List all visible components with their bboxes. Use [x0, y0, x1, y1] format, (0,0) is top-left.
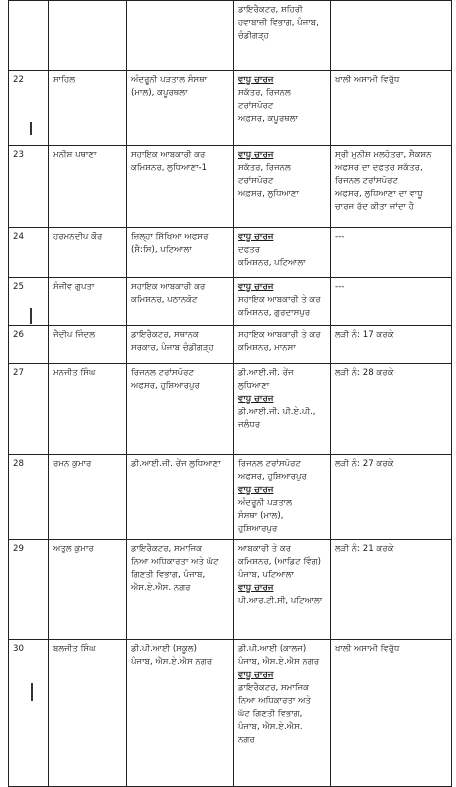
officer-name: ਮਨਜੀਤ ਸਿੰਘ [53, 368, 96, 378]
serial-number: 26 [13, 330, 24, 340]
table-row [9, 228, 452, 278]
officer-name: ਜੈਦੀਪ ਜਿੰਦਲ [53, 330, 96, 340]
current-post-line: ਜ਼ਿਲ੍ਹਾ ਸਿੱਖਿਆ ਅਫਸਰ [131, 232, 209, 242]
serial-number: 29 [13, 544, 24, 554]
new-post-line: ਹਵਾਬਾਜ਼ੀ ਵਿਭਾਗ, ਪੰਜਾਬ, [238, 18, 319, 28]
new-post-line: ਕਮਿਸ਼ਨਰ, ਪਟਿਆਲਾ [238, 258, 306, 268]
table-row [9, 640, 452, 787]
new-post-line: ਸਹਾਇਕ ਆਬਕਾਰੀ ਤੇ ਕਰ [238, 330, 321, 340]
new-post-line: ਅਫ਼ਸਰ, ਕਪੂਰਥਲਾ [238, 114, 298, 124]
serial-number-cell [9, 640, 49, 787]
remark-line: ਖਾਲੀ ਅਸਾਮੀ ਵਿਰੁੱਧ [335, 75, 400, 85]
current-post-cell [127, 540, 234, 640]
current-post-cell [127, 228, 234, 278]
serial-number-cell [9, 326, 49, 364]
remark-cell [331, 455, 452, 540]
new-post-cell [234, 146, 331, 228]
current-post-line: ਨਿਆ ਅਧਿਕਾਰਤਾ ਅਤੇ ਘੱਟ [131, 557, 219, 567]
new-post-line: ਕਮਿਸ਼ਨਰ, ਮਾਨਸਾ [238, 343, 296, 353]
current-post-line: ਰਿਜਨਲ ਟਰਾਂਸਪੋਰਟ [131, 368, 194, 378]
transfer-table [8, 0, 452, 787]
new-post-line: ਪੀ.ਆਰ.ਟੀ.ਸੀ, ਪਟਿਆਲਾ [238, 596, 323, 606]
current-post-cell [127, 364, 234, 455]
serial-number-cell [9, 146, 49, 228]
table-row [9, 278, 452, 326]
remark-line: ਲੜੀ ਨੰ: 28 ਕਰਕੇ [335, 368, 394, 378]
officer-name: ਸੰਜੀਵ ਗੁਪਤਾ [53, 282, 95, 292]
serial-number: 27 [13, 368, 24, 378]
table-row [9, 364, 452, 455]
new-post-cell [234, 326, 331, 364]
remark-line: ਸ੍ਰੀ ਮੁਨੀਸ਼ ਮਲਹੋਤਰਾ, ਸੈਕਸ਼ਨ [335, 150, 432, 160]
officer-name-cell [49, 640, 127, 787]
serial-number-cell [9, 540, 49, 640]
remark-cell [331, 228, 452, 278]
serial-number: 25 [13, 282, 24, 292]
new-post-cell [234, 540, 331, 640]
remark-line: ਰਿਜਨਲ ਟਰਾਂਸਪੋਰਟ [335, 176, 398, 186]
new-post-line: ਪੰਜਾਬ, ਐਸ.ਏ.ਐਸ. [238, 722, 303, 732]
current-post-line: (ਸੈ:ਸਿ), ਪਟਿਆਲਾ [131, 245, 192, 255]
additional-charge-label: ਵਾਧੂ ਚਾਰਜ [238, 150, 274, 160]
current-post-line: ਡੀ.ਆਈ.ਜੀ. ਰੇਂਜ ਲੁਧਿਆਣਾ [131, 459, 221, 469]
new-post-cell [234, 278, 331, 326]
current-post-line: ਡੀ.ਪੀ.ਆਈ (ਸਕੂਲ) [131, 644, 197, 654]
current-post-cell [127, 640, 234, 787]
additional-charge-label: ਵਾਧੂ ਚਾਰਜ [238, 232, 274, 242]
new-post-line: ਸਕੱਤਰ, ਰਿਜਨਲ [238, 163, 291, 173]
new-post-line: ਡੀ.ਪੀ.ਆਈ (ਕਾਲਜ) [238, 644, 307, 654]
remark-line: ਲੜੀ ਨੰ: 17 ਕਰਕੇ [335, 330, 394, 340]
current-post-line: ਅੰਦਰੂਨੀ ਪੜਤਾਲ ਸੰਸਥਾ [131, 75, 208, 85]
table-row [9, 540, 452, 640]
table-row [9, 455, 452, 540]
serial-number-cell [9, 455, 49, 540]
table-row [9, 326, 452, 364]
margin-tick-mark [31, 683, 33, 701]
officer-name-cell [49, 71, 127, 146]
current-post-line: ਡਾਇਰੈਕਟਰ, ਸਥਾਨਕ [131, 330, 199, 340]
officer-name: ਸਾਹਿਲ [53, 75, 76, 85]
new-post-line: ਨਿਆ ਅਧਿਕਾਰਤਾ ਅਤੇ [238, 696, 312, 706]
remark-line: ਖਾਲੀ ਅਸਾਮੀ ਵਿਰੁੱਧ [335, 644, 400, 654]
remark-cell [331, 278, 452, 326]
remark-cell [331, 364, 452, 455]
remark-line: --- [335, 232, 345, 242]
new-post-line: ਟਰਾਂਸਪੋਰਟ [238, 101, 274, 111]
remark-line: ਲੜੀ ਨੰ: 21 ਕਰਕੇ [335, 544, 394, 554]
new-post-line: ਜਲੰਧਰ [238, 420, 261, 430]
remark-cell [331, 540, 452, 640]
current-post-cell [127, 1, 234, 71]
officer-name: ਹਰਮਨਦੀਪ ਕੌਰ [53, 232, 103, 242]
serial-number: 30 [13, 644, 24, 654]
remark-line: ਅਫਸਰ ਦਾ ਦਫਤਰ ਸਕੱਤਰ, [335, 163, 423, 173]
officer-name-cell [49, 326, 127, 364]
current-post-cell [127, 455, 234, 540]
new-post-line: ਅਫਸਰ, ਹੁਸ਼ਿਆਰਪੁਰ [238, 472, 307, 482]
new-post-line: ਸਕੱਤਰ, ਰਿਜਨਲ [238, 88, 291, 98]
new-post-cell [234, 1, 331, 71]
new-post-line: ਡਾਇਰੈਕਟਰ, ਸ਼ਹਿਰੀ [238, 5, 303, 15]
serial-number: 23 [13, 150, 24, 160]
current-post-line: ਗਿਣਤੀ ਵਿਭਾਗ, ਪੰਜਾਬ, [131, 570, 206, 580]
additional-charge-label: ਵਾਧੂ ਚਾਰਜ [238, 670, 274, 680]
remark-line: ਲੜੀ ਨੰ: 27 ਕਰਕੇ [335, 459, 394, 469]
serial-number-cell [9, 228, 49, 278]
remark-cell [331, 326, 452, 364]
officer-name-cell [49, 364, 127, 455]
new-post-line: ਡੀ.ਆਈ.ਜੀ. ਪੀ.ਏ.ਪੀ., [238, 407, 316, 417]
new-post-line: ਅਫ਼ਸਰ, ਲੁਧਿਆਣਾ [238, 189, 299, 199]
new-post-line: ਦਫਤਰ [238, 245, 261, 255]
additional-charge-label: ਵਾਧੂ ਚਾਰਜ [238, 75, 274, 85]
current-post-line: ਅਫਸਰ, ਹੁਸ਼ਿਆਰਪੁਰ [131, 381, 200, 391]
current-post-line: ਸਹਾਇਕ ਆਬਕਾਰੀ ਕਰ [131, 282, 206, 292]
new-post-line: ਡਾਇਰੈਕਟਰ, ਸਮਾਜਿਕ [238, 683, 310, 693]
new-post-cell [234, 228, 331, 278]
new-post-line: ਨਗਰ [238, 735, 255, 745]
current-post-line: ਸਰਕਾਰ, ਪੰਜਾਬ ਚੰਡੀਗੜ੍ਹ [131, 343, 214, 353]
officer-name: ਬਲਜੀਤ ਸਿੰਘ [53, 644, 96, 654]
current-post-line: ਕਮਿਸ਼ਨਰ, ਪਠਾਨਕੋਟ [131, 295, 198, 305]
remark-cell [331, 1, 452, 71]
officer-name-cell [49, 278, 127, 326]
new-post-line: ਰਿਜਨਲ ਟਰਾਂਸਪੋਰਟ [238, 459, 301, 469]
table-row [9, 146, 452, 228]
additional-charge-label: ਵਾਧੂ ਚਾਰਜ [238, 394, 274, 404]
new-post-cell [234, 71, 331, 146]
new-post-line: ਪੰਜਾਬ, ਐਸ.ਏ.ਐਸ ਨਗਰ [238, 657, 320, 667]
margin-tick-mark [30, 122, 32, 135]
new-post-line: ਕਮਿਸ਼ਨਰ, ਗੁਰਦਾਸਪੁਰ [238, 308, 311, 318]
officer-name-cell [49, 455, 127, 540]
officer-name: ਮਨੀਸ਼ ਪਥਾਣਾ [53, 150, 97, 160]
new-post-line: ਪੰਜਾਬ, ਪਟਿਆਲਾ [238, 570, 294, 580]
new-post-line: ਚੰਡੀਗੜ੍ਹ [238, 31, 269, 41]
remark-line: --- [335, 282, 345, 292]
new-post-line: ਘੱਟ ਗਿਣਤੀ ਵਿਭਾਗ, [238, 709, 303, 719]
margin-tick-mark [30, 308, 32, 324]
current-post-cell [127, 146, 234, 228]
officer-name: ਅਤੁਲ ਕੁਮਾਰ [53, 544, 94, 554]
serial-number: 22 [13, 75, 24, 85]
current-post-cell [127, 71, 234, 146]
new-post-line: ਅੰਦਰੂਨੀ ਪੜਤਾਲ [238, 498, 293, 508]
remark-cell [331, 640, 452, 787]
current-post-line: ਪੰਜਾਬ, ਐਸ.ਏ.ਐਸ ਨਗਰ [131, 657, 213, 667]
officer-name-cell [49, 146, 127, 228]
serial-number-cell [9, 364, 49, 455]
remark-line: ਅਫਸਰ, ਲੁਧਿਆਣਾ ਦਾ ਵਾਧੂ [335, 189, 423, 199]
serial-number: 28 [13, 459, 24, 469]
current-post-line: ਐਸ.ਏ.ਐਸ. ਨਗਰ [131, 583, 191, 593]
serial-number-cell [9, 71, 49, 146]
new-post-cell [234, 640, 331, 787]
new-post-line: ਸੰਸਥਾ (ਮਾਲ), [238, 511, 284, 521]
officer-name-cell [49, 228, 127, 278]
officer-name-cell [49, 540, 127, 640]
table-row [9, 71, 452, 146]
current-post-line: ਕਮਿਸ਼ਨਰ, ਲੁਧਿਆਣਾ-1 [131, 163, 208, 173]
current-post-line: ਸਹਾਇਕ ਆਬਕਾਰੀ ਕਰ [131, 150, 206, 160]
current-post-line: (ਮਾਲ), ਕਪੂਰਥਲਾ [131, 88, 188, 98]
new-post-line: ਡੀ.ਆਈ.ਜੀ. ਰੇਂਜ [238, 368, 294, 378]
remark-cell [331, 146, 452, 228]
new-post-line: ਕਮਿਸ਼ਨਰ, (ਆਡਿਟ ਵਿੰਗ) [238, 557, 321, 567]
serial-number: 24 [13, 232, 24, 242]
new-post-cell [234, 455, 331, 540]
table-row [9, 1, 452, 71]
current-post-cell [127, 278, 234, 326]
additional-charge-label: ਵਾਧੂ ਚਾਰਜ [238, 583, 274, 593]
transfer-table-body [9, 1, 452, 787]
officer-name-cell [49, 1, 127, 71]
new-post-line: ਲੁਧਿਆਣਾ [238, 381, 270, 391]
new-post-cell [234, 364, 331, 455]
additional-charge-label: ਵਾਧੂ ਚਾਰਜ [238, 485, 274, 495]
current-post-line: ਡਾਇਰੈਕਟਰ, ਸਮਾਜਿਕ [131, 544, 203, 554]
serial-number-cell [9, 1, 49, 71]
remark-line: ਚਾਰਜ ਰੱਦ ਕੀਤਾ ਜਾਂਦਾ ਹੈ [335, 202, 415, 212]
remark-cell [331, 71, 452, 146]
new-post-line: ਸਹਾਇਕ ਆਬਕਾਰੀ ਤੇ ਕਰ [238, 295, 321, 305]
current-post-cell [127, 326, 234, 364]
officer-name: ਰਮਨ ਕੁਮਾਰ [53, 459, 92, 469]
new-post-line: ਟਰਾਂਸਪੋਰਟ [238, 176, 274, 186]
additional-charge-label: ਵਾਧੂ ਚਾਰਜ [238, 282, 274, 292]
new-post-line: ਆਬਕਾਰੀ ਤੇ ਕਰ [238, 544, 292, 554]
serial-number-cell [9, 278, 49, 326]
new-post-line: ਹੁਸ਼ਿਆਰਪੁਰ [238, 524, 278, 534]
